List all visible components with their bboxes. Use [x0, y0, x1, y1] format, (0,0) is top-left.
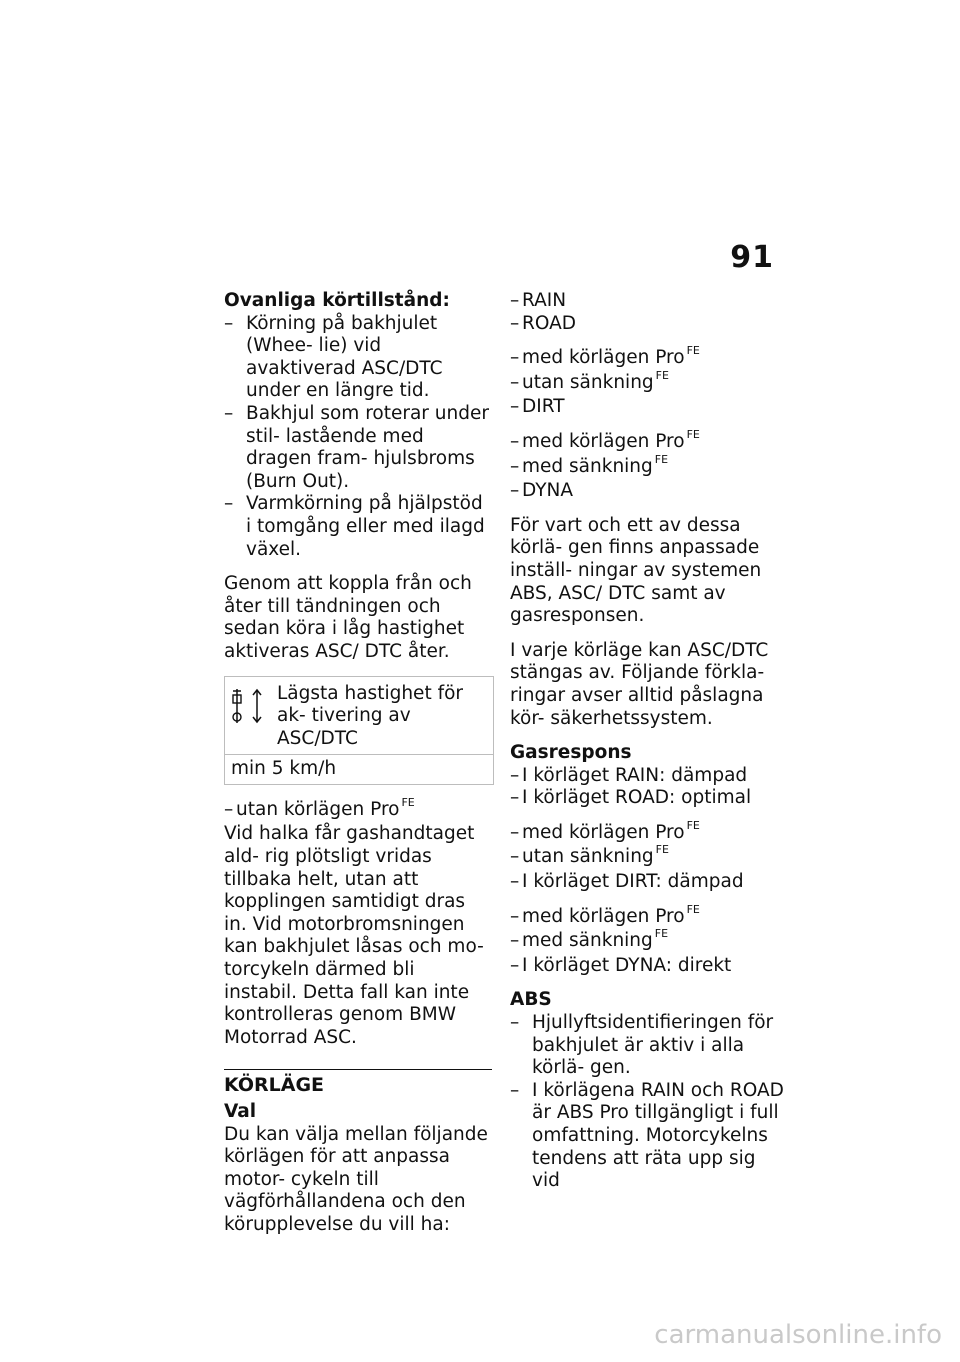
abs-list [510, 1012, 786, 1193]
list-item: – I körläget DYNA: direkt [510, 955, 786, 978]
list-item: – ROAD [510, 313, 786, 336]
right-column [510, 290, 786, 1193]
unusual-conditions-list [224, 313, 492, 562]
section-title: KÖRLÄGE [224, 1074, 325, 1097]
gas-response-list [510, 765, 786, 810]
list-item: – med körlägen Pro $^{FE}$ [510, 906, 786, 931]
speed-indicator-icon [231, 683, 271, 751]
list-item: – Körning på bakhjulet (Whee- lie) vid avaktiverad ASC/DTC under en längre tid. [224, 313, 492, 403]
list-item: – utan sänkning $^{FE}$ [510, 846, 786, 871]
heading-gas-response: Gasrespons [510, 742, 632, 764]
list-item: – DYNA [510, 480, 786, 503]
paragraph-explanations: I varje körläge kan ASC/DTC stängas av. Följande förkla- ringar avser alltid påslagna kör- säkerhetssystem. [510, 639, 769, 729]
list-item: – I körläget ROAD: optimal [510, 787, 786, 810]
sub-title: Val [224, 1101, 257, 1122]
info-box-title: Lägsta hastighet för ak- tivering av ASC/DTC [277, 682, 464, 749]
gas-response-dyna [510, 902, 786, 978]
list-item: – I körlägena RAIN och ROAD är ABS Pro tillgängligt i full omfattning. Motorcykelns tendens att räta upp sig vid [510, 1080, 786, 1193]
paragraph-reactivation: Genom att koppla från och åter till tändningen och sedan köra i låg hastighet aktiveras ASC/ DTC åter. [224, 573, 472, 662]
paragraph-selection: Du kan välja mellan följande körlägen för att anpassa motor- cykeln till vägförhållandena och den körupplevelse du vill ha: [224, 1123, 488, 1235]
footnote-marker: FE [401, 795, 415, 809]
list-item: – I körläget RAIN: dämpad [510, 765, 786, 788]
list-item: – Bakhjul som roterar under stil- lastående med dragen fram- hjulsbroms (Burn Out). [224, 403, 492, 493]
list-item: – Hjullyftsidentifieringen för bakhjulet är aktiv i alla körlä- gen. [510, 1012, 786, 1080]
list-item: – med körlägen Pro $^{FE}$ [510, 347, 786, 372]
modes-group-dirt [510, 344, 786, 419]
page-number: 91 [730, 240, 774, 275]
min-speed-info-box [224, 676, 494, 785]
list-item: – I körläget DIRT: dämpad [510, 871, 786, 894]
list-item: – med sänkning $^{FE}$ [510, 456, 786, 481]
info-box-value: min 5 km/h [231, 758, 337, 780]
heading-unusual-conditions: Ovanliga körtillstånd: [224, 290, 450, 311]
list-item: – Varmkörning på hjälpstöd i tomgång eller med ilagd växel. [224, 493, 492, 561]
list-item: – RAIN [510, 290, 786, 313]
list-item: – med sänkning $^{FE}$ [510, 930, 786, 955]
list-item: – med körlägen Pro $^{FE}$ [510, 822, 786, 847]
list-item: – DIRT [510, 396, 786, 419]
list-item: – med körlägen Pro $^{FE}$ [510, 431, 786, 456]
modes-list [510, 290, 786, 335]
modes-group-dyna [510, 427, 786, 503]
list-item: – utan sänkning $^{FE}$ [510, 372, 786, 397]
watermark: carmanualsonline.info [654, 1320, 942, 1350]
paragraph-settings: För vart och ett av dessa körlä- gen finns anpassade inställ- ningar av systemen ABS, ASC/ DTC samt av gasresponsen. [510, 514, 762, 627]
gas-response-dirt [510, 818, 786, 894]
section-divider [224, 1069, 492, 1070]
heading-abs: ABS [510, 989, 552, 1011]
left-column [224, 290, 492, 1249]
paragraph-slippery: Vid halka får gashandtaget ald- rig plötsligt vridas tillbaka helt, utan att kopplingen samtidigt dras in. Vid motorbromsningen kan bakhjulet låsas och mo- torcykeln därmed bli instabil. Detta fall kan inte kontrolleras genom BMW Motorrad ASC. [224, 823, 484, 1048]
note-item: – utan körlägen Pro $^{FE}$ [224, 799, 492, 824]
